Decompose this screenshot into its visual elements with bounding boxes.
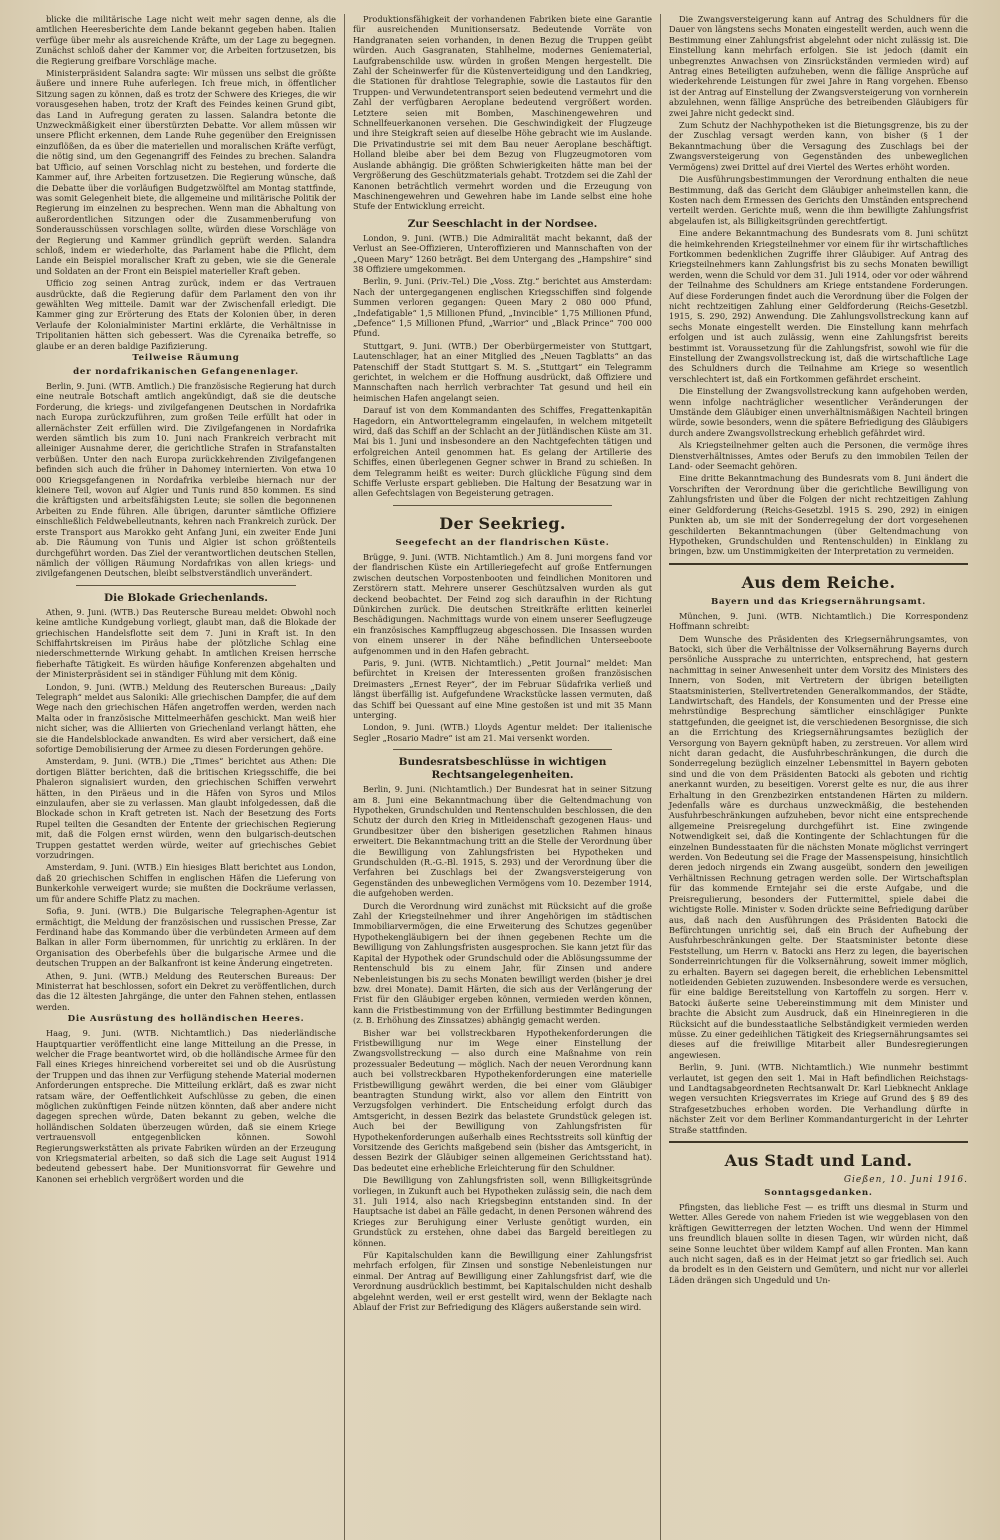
headline-reiche: Aus dem Reiche. (741, 572, 896, 592)
article-text: Zum Schutz der Nachhypotheken ist die Bietungsgrenze, bis zu der der Zuschlag versagt werden kann, von bisher (§ 1 der Bekanntmachung über die Versagung des Zuschlags bei der Zwangsversteigerung von Gegenständen des unbeweglichen Vermögens) zwei Drittel auf drei Viertel des Wertes erhöht worden. (669, 120, 968, 172)
article-text: London, 9. Juni. (WTB.) Die Admiralität macht bekannt, daß der Verlust an See-Offizieren, Unteroffizieren und Mannschaften von der „Queen Mary“ 1260 beträgt. Bei dem Untergang des „Hampshire“ sind 38 Offiziere umgekommen. (353, 232, 652, 274)
article-text: Für Kapitalschulden kann die Bewilligung einer Zahlungsfrist mehrfach erfolgen, für Zinsen und sonstige Nebenleistungen nur einmal. Der Antrag auf Bewilligung einer Zahlungsfrist darf, wie die Verordnung ausdrücklich bestimmt, bei Kapitalschulden nicht deshalb abgelehnt werden, weil er erst gestellt wird, wenn der Beklagte nach Ablauf der Frist zur Befriedigung des Klägers außerstande sein wird. (353, 1250, 652, 1313)
divider (393, 749, 612, 750)
headline-stadt: Aus Stadt und Land. (724, 1151, 913, 1171)
column-1 (28, 14, 344, 1540)
article-text: Eine dritte Bekanntmachung des Bundesrats vom 8. Juni ändert die Vorschriften der Verordnung über die gerichtliche Bewilligung von Zahlungsfristen und über die Folgen der nicht rechtzeitigen Zahlung einer Geldforderung (Reichs-Gesetzbl. 1915 S. 290, 292) in einigen Punkten ab, um sie mit der Sonderregelung der dort vorgesehenen geschilderten Bekanntmachungen (über Geltendmachung von Hypotheken, Grundschulden und Rentenschulden) in Einklang zu bringen, bzw. um Unstimmigkeiten der Interpretation zu vermeiden. (669, 473, 968, 557)
article-text: Produktionsfähigkeit der vorhandenen Fabriken biete eine Garantie für ausreichenden Munitionsersatz. Bedeutende Vorräte von Handgranaten seien vorhanden, in denen Bezug die Truppen geübt würden. Auch Gasgranaten, Stahlhelme, modernes Geniematerial, Laufgrabenschilde usw. würden in großen Mengen hergestellt. Die Zahl der Scheinwerfer für die Küstenverteidigung und den Landkrieg, die Stationen für drahtlose Telegraphie, sowie die Lastautos für den Truppen- und Verwundetentransport seien bedeutend vermehrt und die Zahl der verfügbaren Aeroplane bedeutend vergrößert worden. Letztere seien mit Bomben, Maschinengewehren und Schnellfeuerkanonen versehen. Die Geschwindigkeit der Flugzeuge und ihre Steigkraft seien auf dieselbe Höhe gebracht wie im Auslande. Die Privatindustrie sei mit dem Bau neuer Aeroplane beschäftigt. Holland bleibe aber bei dem Bezug von Flugzeugmotoren vom Auslande abhängig. Die größten Schwierigkeiten hätte man bei der Vergrößerung des Geschützmaterials gehabt. Trotzdem sei die Zahl der Kanonen beträchtlich vermehrt worden und die Erzeugung von Maschinengewehren und Gewehren habe im Lande selbst eine hohe Stufe der Entwicklung erreicht. (353, 14, 652, 212)
article-text: London, 9. Juni. (WTB.) Meldung des Reuterschen Bureaus: „Daily Telegraph“ meldet aus Saloniki: Alle griechischen Dampfer, die auf dem Wege nach den griechischen Häfen angetroffen werden, werden nach Malta oder in französische Mittelmeerhäfen geschickt. Man weiß hier nicht sicher, was die Alliierten von Griechenland verlangt hätten, ehe sie die Handelsblockade anwandten. Es wird aber versichert, daß eine sofortige Demobilisierung der Armee zu diesen Forderungen gehöre. (36, 681, 336, 754)
headline-seeschlacht: Zur Seeschlacht in der Nordsee. (407, 217, 598, 230)
article-text: London, 9. Juni. (WTB.) Lloyds Agentur meldet: Der italienische Segler „Rosario Madre“ ist am 21. Mai versenkt worden. (353, 722, 652, 743)
dateline: Gießen, 10. Juni 1916. (843, 1175, 968, 1186)
subheadline-reiche: Bayern und das Kriegsernährungsamt. (710, 596, 927, 607)
article-text: Stuttgart, 9. Juni. (WTB.) Der Oberbürgermeister von Stuttgart, Lautenschlager, hat an einer Mitglied des „Neuen Tagblatts“ an das Patenschiff der Stadt Stuttgart S. M. S. „Stuttgart“ ein Telegramm gerichtet, in welchem er die Hoffnung ausdrückt, daß Offiziere und Mannschaften nach herrlich verbrachter Tat gesund und heil ein heimischen Hafen angelangt seien. (353, 340, 652, 403)
headline-bundesrat: Bundesratsbeschlüsse in wichtigen Rechtsangelegenheiten. (398, 756, 607, 782)
article-text: Athen, 9. Juni. (WTB.) Das Reutersche Bureau meldet: Obwohl noch keine amtliche Kundgebung vorliegt, glaubt man, daß die Blokade der griechischen Handelsflotte seit dem 7. Juni in Kraft ist. In den Schiffahrtskreisen im Piräus habe der plötzliche Schlag eine niederschmetternde Wirkung gehabt. In amtlichen Kreisen herrsche fieberhafte Tätigkeit. Es würden häufige Konferenzen abgehalten und der Ministerpräsident sei in ständiger Fühlung mit dem König. (36, 606, 336, 680)
headline-seekrieg: Der Seekrieg. (439, 513, 566, 533)
divider (393, 505, 612, 506)
article-text: Ministerpräsident Salandra sagte: Wir müssen uns selbst die größte äußere und innere Ruhe auferlegen. Ich freue mich, in öffentlicher Sitzung sagen zu können, daß es trotz der Schwere des Krieges, die wir vorausgesehen haben, trotz der Kraft des Feindes keinen Grund gibt, das Land in Aufregung geraten zu lassen. Salandra betonte die Unzweckmäßigkeit einer überstürzten Debatte. Vor allem müssen wir unsere Pflicht erkennen, dem Lande Ruhe gegenüber den Ereignissen einzuflößen, da es über die materiellen und moralischen Kräfte verfügt, die nötig sind, um den Gegenangriff des Feindes zu brechen. Salandra bat Ufficio, auf seinen Vorschlag nicht zu bestehen, und forderte die Kammer auf, ihre Arbeiten fortzusetzen. Die Regierung wünsche, daß die Debatte über die vorläufigen Budgetzwölftel am Montag stattfinde, was somit Gelegenheit biete, die allgemeine und militärische Politik der Regierung im einzelnen zu besprechen. Wenn man die Abhaltung von außerordentlichen Sitzungen oder die Zusammenberufung von Sonderausschüssen vorschlagen sollte, würden diese Vorschläge von der Regierung und Kammer gründlich geprüft werden. Salandra schloß, indem er wiederholte, das Parlament habe die Pflicht, dem Lande ein Beispiel moralischer Kraft zu geben, wie sie die Generale und Soldaten an der Front ein Beispiel materieller Kraft geben. (36, 68, 336, 276)
headline-sonntag: Sonntagsgedanken. (764, 1188, 873, 1199)
headline-raeumung: Teilweise Räumung (132, 353, 240, 363)
headline-blokade: Die Blokade Griechenlands. (104, 591, 268, 604)
article-text: Berlin, 9. Juni. (WTB. Amtlich.) Die französische Regierung hat durch eine neutrale Botschaft amtlich angekündigt, daß sie die deutsche Forderung, die kriegs- und zivilgefangenen Deutschen in Nordafrika nach Europa zurückzuführen, zum großen Teile erfüllt hat oder in allernächster Zeit erfüllen wird. Die Zivilgefangenen in Nordafrika werden sämtlich bis zum 10. Juni nach Frankreich verbracht mit alleiniger Ausnahme derer, die gerichtliche Strafen in Strafanstalten verbüßen. Unter den nach Europa zurückkehrenden Zivilgefangenen befinden sich auch die früher in Dahomey internierten. Von etwa 10 000 Kriegsgefangenen in Nordafrika verbleibe hiernach nur der kleinere Teil, wovon auf Algier und Tunis rund 850 kommen. Es sind die kräftigsten und arbeitsfähigsten Leute; sie sollen die begonnenen Arbeiten zu Ende führen. Alle übrigen, darunter sämtliche Offiziere einschließlich Feldwebelleutnants, kehren nach Frankreich zurück. Der erste Transport aus Marokko geht Anfang Juni, ein zweiter Ende Juni ab. Die Räumung von Tunis und Algier ist schon größtenteils durchgeführt worden. Das Ziel der verantwortlichen deutschen Stellen, nämlich der völligen Räumung Nordafrikas von allen kriegs- und zivilgefangenen Deutschen, bleibt selbstverständlich unverändert. (36, 381, 336, 579)
article-text: Dem Wunsche des Präsidenten des Kriegsernährungsamtes, von Batocki, sich über die Verhältnisse der Volksernährung Bayerns durch persönliche Aussprache zu unterrichten, entsprechend, hat gestern nachmittag in seiner Anwesenheit unter dem Vorsitz des Ministers des Innern, von Soden, mit Vertretern der übrigen beteiligten Staatsministerien, Stellvertretenden Generalkommandos, der Städte, Landwirtschaft, des Handels, der Konsumenten und der Presse eine mehrstündige Besprechung sämtlicher einschlägiger Punkte stattgefunden, die geeignet ist, die verschiedenen Besorgnisse, die sich an die Errichtung des Kriegsernährungsamtes bezüglich der Versorgung von Bayern geknüpft haben, zu zerstreuen. Vor allem wird nicht daran gedacht, die Ausfuhrbeschränkungen, die durch die Sonderregelung bezüglich einzelner Lebensmittel in Bayern geboten sind und die von dem Präsidenten Batocki als geboten und richtig anerkannt wurden, zu beseitigen. Vorerst gelte es nur, die aus ihrer Erhaltung in den Grenzbezirken entstandenen Härten zu mildern. Jedenfalls wäre es durchaus unzweckmäßig, die bestehenden Ausfuhrbeschränkungen aufzuheben, bevor nicht eine entsprechende allgemeine Preisregelung durchgeführt ist. Eine zwingende Notwendigkeit sei, daß die Kontingente der Schlachtungen für die einzelnen Bundesstaaten für die nächsten Monate möglichst verringert werden. Von Bedeutung sei die Frage der Massenspeisung, hinsichtlich deren jedoch nirgends ein Zwang ausgeübt, sondern den jeweiligen Verhältnissen Rechnung getragen werden solle. Der Wirtschaftsplan für das kommende Erntejahr sei die erste Aufgabe, und die Preisregulierung, besonders der Futtermittel, spiele dabei die wichtigste Rolle. Minister v. Soden drückte seine Befriedigung darüber aus, daß nach den Ausführungen des Präsidenten Batocki die Befürchtungen unrichtig sei, daß ein Bruch der Aufhebung der Ausfuhrbeschränkungen gelte. Der Staatsminister betonte diese Feststellung, um Herrn v. Batocki ans Herz zu legen, die bayerischen Sonderreinrichtungen für die Volksernährung, soweit immer möglich, zu erhalten. Bayern sei dagegen bereit, die erheblichen Lebensmittel notleidenden Gebieten zuzuwenden. Insbesondere werde es versuchen, für eine baldige Bereitstellung von Kartoffeln zu sorgen. Herr v. Batocki äußerte seine Uebereinstimmung mit dem Minister und brachte die Absicht zum Ausdruck, daß ein Hineinregieren in die Rücksicht auf die bundesstaatliche Selbständigkeit vermieden werden müsse. Zu einer gedeihlichen Tätigkeit des Kriegsernährungsamtes sei dieses auf die freiwillige Mitarbeit aller Bundesregierungen angewiesen. (669, 633, 968, 1060)
article-text: Ufficio zog seinen Antrag zurück, indem er das Vertrauen ausdrückte, daß die Regierung dafür dem Parlament den von ihr gewählten Weg mitteile. Damit war der Zwischenfall erledigt. Die Kammer ging zur Erörterung des Etats der Kolonien über, in deren Verlaufe der Kolonialminister Martini erklärte, die Verhältnisse in Tripolitanien hätten sich gebessert. Was die Cyrenaika betreffe, so glaube er an deren baldige Pazifizierung. (36, 278, 336, 351)
article-text: Brügge, 9. Juni. (WTB. Nichtamtlich.) Am 8. Juni morgens fand vor der flandrischen Küste ein Artilleriegefecht auf große Entfernungen zwischen deutschen Vorpostenbooten und feindlichen Monitoren und Zerstörern statt. Mehrere unserer Geschützsalven wurden als gut deckend beobachtet. Der Feind zog sich daraufhin in der Richtung Dünkirchen zurück. Die deutschen Streitkräfte erlitten keinerlei Beschädigungen. Nachmittags wurde von einem unserer Seeflugzeuge ein französisches Kampfflugzeug abgeschossen. Die Insassen wurden von einem unserer in der Nähe befindlichen Unterseeboote aufgenommen und in den Hafen gebracht. (353, 551, 652, 656)
column-container (28, 14, 984, 1540)
article-text: Durch die Verordnung wird zunächst mit Rücksicht auf die große Zahl der Kriegsteilnehmer und ihrer Angehörigen im städtischen Immobiliarvermögen, die eine Erweiterung des Schutzes gegenüber Hypothekengläubigern bei der ihnen gegebenen Rechte um die Bewilligung von Zahlungsfristen ausgesprochen. Sie kann jetzt für das Kapital der Hypothek oder Grundschuld oder die Ablösungssumme der Rentenschuld bis zu einem Jahr, für Zinsen und andere Nebenleistungen bis zu sechs Monaten bewilligt werden (bisher je drei bzw. drei Monate). Damit Härten, die sich aus der Verlängerung der Frist für den Gläubiger ergeben können, vermieden werden können, kann die Fristbestimmung von der Erfüllung bestimmter Bedingungen (z. B. Erhöhung des Zinssatzes) abhängig gemacht werden. (353, 900, 652, 1026)
article-text: Die Zwangsversteigerung kann auf Antrag des Schuldners für die Dauer von längstens sechs Monaten eingestellt werden, auch wenn die Bestimmung einer Zahlungsfrist abgelehnt oder nicht zulässig ist. Die Einstellung kann mehrfach erfolgen. Sie ist jedoch (damit ein unbegrenztes Anwachsen von Zinsrückständen vermieden wird) auf Antrag eines Beteiligten aufzuheben, wenn die fällige Ansprüche auf wiederkehrende Leistungen für zwei Jahre in Rang vorgehen. Ebenso ist der Antrag auf Einstellung der Zwangsversteigerung von vornherein abzulehnen, wenn fällige Ansprüche des betreibenden Gläubigers für zwei Jahre nicht gedeckt sind. (669, 14, 968, 118)
headline-ausruestung: Die Ausrüstung des holländischen Heeres. (67, 1014, 305, 1025)
article-text: Amsterdam, 9. Juni. (WTB.) Ein hiesiges Blatt berichtet aus London, daß 20 griechischen Schiffen in englischen Häfen die Lieferung von Bunkerkohle verweigert wurde; sie mußten die Dockräume verlassen, um für andere Schiffe Platz zu machen. (36, 862, 336, 904)
article-text: Sofia, 9. Juni. (WTB.) Die Bulgarische Telegraphen-Agentur ist ermächtigt, die Meldung der französischen und russischen Presse, Zar Ferdinand habe das Kommando über die verbündeten Armeen auf dem Balkan in aller Form übernommen, für unrichtig zu erklären. In der Organisation des Oberbefehls über die bulgarische Armee und die deutschen Truppen an der Balkanfront ist keine Änderung eingetreten. (36, 906, 336, 969)
article-text: Paris, 9. Juni. (WTB. Nichtamtlich.) „Petit Journal“ meldet: Man befürchtet in Kreisen der Interessenten großen französischen Dreimasters „Ernest Reyer“, der im Februar Südafrika verließ und längst überfällig ist. Aufgefundene Wrackstücke lassen vermuten, daß das Schiff bei Quessant auf eine Mine gestoßen ist und mit 35 Mann unterging. (353, 657, 652, 720)
article-text: Die Einstellung der Zwangsvollstreckung kann aufgehoben werden, wenn infolge nachträglicher wesentlicher Veränderungen der Umstände dem Gläubiger einen unverhältnismäßigen Nachteil bringen würde, sowie besonders, wenn die spätere Befriedigung des Gläubigers durch andere Zwangsvollstreckung erheblich gefährdet wird. (669, 386, 968, 438)
article-text: Berlin, 9. Juni. (Priv.-Tel.) Die „Voss. Ztg.“ berichtet aus Amsterdam: Nach der untergegangenen englischen Kriegsschiffen sind folgende Summen verloren gegangen: Queen Mary 2 080 000 Pfund, „Indefatigable“ 1,5 Millionen Pfund, „Invincible“ 1,75 Millionen Pfund, „Defence“ 1,5 Millionen Pfund, „Warrior“ und „Black Prince“ 700 000 Pfund. (353, 276, 652, 339)
article-text: Bisher war bei vollstreckbaren Hypothekenforderungen die Fristbewilligung nur im Wege einer Einstellung der Zwangsvollstreckung — also durch eine Maßnahme von rein prozessualer Bedeutung — möglich. Nach der neuen Verordnung kann auch bei vollstreckbaren Hypothekenforderungen eine materielle Fristbewilligung gewährt werden, die bei einer vom Gläubiger beantragten Stundung wirkt, also vor allem den Eintritt von Verzugsfolgen verhindert. Die Entscheidung erfolgt durch das Amtsgericht, in dessen Bezirk das belastete Grundstück gelegen ist. Auch bei der Bewilligung von Zahlungsfristen für Hypothekenforderungen außerhalb eines Rechtsstreits soll künftig der Vorsitzende des Gerichts maßgebend sein (bisher das Amtsgericht, in dessen Bezirk der Gläubiger seinen allgemeinen Gerichtsstand hat). Das bedeutet eine erhebliche Erleichterung für den Schuldner. (353, 1027, 652, 1173)
article-text: München, 9. Juni. (WTB. Nichtamtlich.) Die Korrespondenz Hoffmann schreibt: (669, 610, 968, 632)
section-divider (669, 563, 968, 565)
article-text: Athen, 9. Juni. (WTB.) Meldung des Reuterschen Bureaus: Der Ministerrat hat beschlossen, sofort ein Dekret zu veröffentlichen, durch das die 12 ältesten Jahrgänge, die unter den Fahnen stehen, entlassen werden. (36, 970, 336, 1012)
article-text: Haag, 9. Juni. (WTB. Nichtamtlich.) Das niederländische Hauptquartier veröffentlicht eine lange Mitteilung an die Presse, in welcher die Frage beantwortet wird, ob die holländische Armee für den Fall eines Krieges hinreichend vorbereitet sei und ob die Ausrüstung der Truppen und das ihnen zur Verfügung stehende Material modernen Anforderungen entspreche. Die Mitteilung erklärt, daß es zwar nicht ratsam wäre, der Oeffentlichkeit Aufschlüsse zu geben, die einen möglichen zukünftigen Feinde nützen könnten, daß aber andere nicht dagegen sprechen würde, Daten bekannt zu geben, welche die holländischen Soldaten überzeugen würden, daß sie einem Kriege vertrauensvoll entgegenblicken können. Sowohl Regierungswerkstätten als private Fabriken würden an der Erzeugung von Kriegsmaterial arbeiten, so daß sich die Lage seit August 1914 bedeutend gebessert habe. Der Munitionsvorrat für Gewehre und Kanonen sei erheblich vergrößert worden und die (36, 1028, 336, 1184)
article-text: Amsterdam, 9. Juni. (WTB.) Die „Times“ berichtet aus Athen: Die dortigen Blätter berichten, daß die britischen Kriegsschiffe, die bei Phaleron signalisiert wurden, den griechischen Schiffen verwehrt hätten, in den Piräeus und in die Häfen von Syros und Milos einzulaufen, aber sie zu verlassen. Man glaubt infolgedessen, daß die Blockade schon in Kraft getreten ist. Nach der Besetzung des Forts Rupel teilten die Gesandten der Entente der griechischen Regierung mit, daß die Folgen ernst würden, wenn den bulgarisch-deutschen Truppen gestattet werden würde, weiter auf griechisches Gebiet vorzudringen. (36, 756, 336, 861)
section-divider (669, 1141, 968, 1143)
article-text: blicke die militärische Lage nicht weit mehr sagen denne, als die amtlichen Heeresberichte dem Lande bekannt gegeben haben. Italien verfüge über mehr als ausreichende Kräfte, um der Lage zu begegnen. Zunächst schloß daher der Kammer vor, die Arbeiten fortzusetzen, bis die Regierung greifbare Vorschläge mache. (36, 14, 336, 66)
column-3 (660, 14, 976, 1540)
article-text: Darauf ist von dem Kommandanten des Schiffes, Fregattenkapitän Hagedorn, ein Antworttelegramm eingelaufen, in welchem mitgeteilt wird, daß das Schiff an der Schlacht an der Jütländischen Küste am 31. Mai bis 1. Juni und insbesondere an den Nachtgefechten tätigen und erfolgreichen Anteil genommen hat. Es gelang der Artillerie des Schiffes, einen überlegenen Gegner schwer in Brand zu schießen. In dem Telegramm heißt es weiter: Durch glückliche Fügung sind dem Schiffe Verluste erspart geblieben. Die Haltung der Besatzung war in allen Gefechtslagen von Begeisterung getragen. (353, 405, 652, 499)
subheadline-raeumung: der nordafrikanischen Gefangenenlager. (73, 367, 299, 377)
column-2 (344, 14, 660, 1540)
article-text: Die Bewilligung von Zahlungsfristen soll, wenn Billigkeitsgründe vorliegen, in Zukunft auch bei Hypotheken zulässig sein, die nach dem 31. Juli 1914, also nach Kriegsbeginn entstanden sind. In der Hauptsache ist dabei an Fälle gedacht, in denen Personen während des Krieges zur Beruhigung einer Verluste genötigt wurden, ein Grundstück zu erstehen, ohne dabei das Bargeld bereitlegen zu können. (353, 1175, 652, 1248)
article-text: Berlin, 9. Juni. (Nichtamtlich.) Der Bundesrat hat in seiner Sitzung am 8. Juni eine Bekanntmachung über die Geltendmachung von Hypotheken, Grundschulden und Rentenschulden beschlossen, die den Schutz der durch den Krieg in Mitleidenschaft gezogenen Haus- und Grundbesitzer über den bisherigen gesetzlichen Rahmen hinaus erweitert. Die Bekanntmachung tritt an die Stelle der Verordnung über die Bewilligung von Zahlungsfristen bei Hypotheken und Grundschulden (R.-G.-Bl. 1915, S. 293) und der Verordnung über die Verfahren bei Zuschlags bei der Zwangsversteigerung von Gegenständen des unbeweglichen Vermögens vom 10. Dezember 1914, die aufgehoben werden. (353, 784, 652, 899)
article-text: Pfingsten, das liebliche Fest — es trifft uns diesmal in Sturm und Wetter. Alles Gerede von nahem Frieden ist wie weggeblasen von den kräftigen Gewitterregen der letzten Wochen. Und wenn der Himmel uns freundlich blauen sollte in diesen Tagen, wir würden nicht, daß seine Sonne leuchtet über wildem Kampf auf allen Fronten. Man kann auch nicht sagen, daß es in der Heimat jetzt so gar friedlich sei. Auch da brodelt es in den Geistern und Gemütern, und nicht nur vor allerlei Läden drängen sich Ungeduld und Un- (669, 1202, 968, 1285)
article-text: Als Kriegsteilnehmer gelten auch die Personen, die vermöge ihres Dienstverhältnisses, Amtes oder Berufs zu den immobilen Teilen der Land- oder Seemacht gehören. (669, 440, 968, 472)
article-text: Eine andere Bekanntmachung des Bundesrats vom 8. Juni schützt die heimkehrenden Kriegsteilnehmer vor einem für ihr wirtschaftliches Fortkommen bedenklichen Zugriffe ihrer Gläubiger. Auf Antrag des Kriegsteilnehmers kann Zahlungsfrist bis zu sechs Monaten bewilligt werden, wenn die Schuld vor dem 31. Juli 1914, oder vor oder während der Teilnahme des Schuldners am Kriege entstandene Forderungen. Auf diese Forderungen findet auch die Verordnung über die Folgen der nicht rechtzeitigen Zahlung einer Geldforderung (Reichs-Gesetzbl. 1915, S. 290, 292) Anwendung. Die Zahlungsvollstreckung kann auf sechs Monate eingestellt werden. Die Einstellung kann mehrfach erfolgen und ist auch zulässig, wenn eine Zahlungsfrist bereits bestimmt ist. Voraussetzung für die Zahlungsfrist, sowohl wie für die Einstellung der Zwangsvollstreckung ist, daß die wirtschaftliche Lage des Schuldners durch die Teilnahme am Kriege so wesentlich verschlechtert ist, daß ein Fortkommen gefährdet erscheint. (669, 228, 968, 384)
article-text: Berlin, 9. Juni. (WTB. Nichtamtlich.) Wie nunmehr bestimmt verlautet, ist gegen den seit 1. Mai in Haft befindlichen Reichstags- und Landtagsabgeordneten Rechtsanwalt Dr. Karl Liebknecht Anklage wegen versuchten Kriegsverrates im Kriege auf Grund des § 89 des Strafgesetzbuches erhoben worden. Die Verhandlung dürfte in nächster Zeit vor dem Berliner Kommandanturgericht in der Lehrter Straße stattfinden. (669, 1062, 968, 1135)
article-text: Die Ausführungsbestimmungen der Verordnung enthalten die neue Bestimmung, daß das Gericht dem Gläubiger anheimstellen kann, die Kosten nach dem Ermessen des Gerichts den Umständen entsprechend verteilt werden. Gerichte muß, wenn die ihm bewilligte Zahlungsfrist abgelaufen ist, als Billigkeitsgründen gerechtfertigt. (669, 174, 968, 226)
divider (76, 585, 296, 586)
subheadline-seekrieg: Seegefecht an der flandrischen Küste. (395, 537, 610, 548)
